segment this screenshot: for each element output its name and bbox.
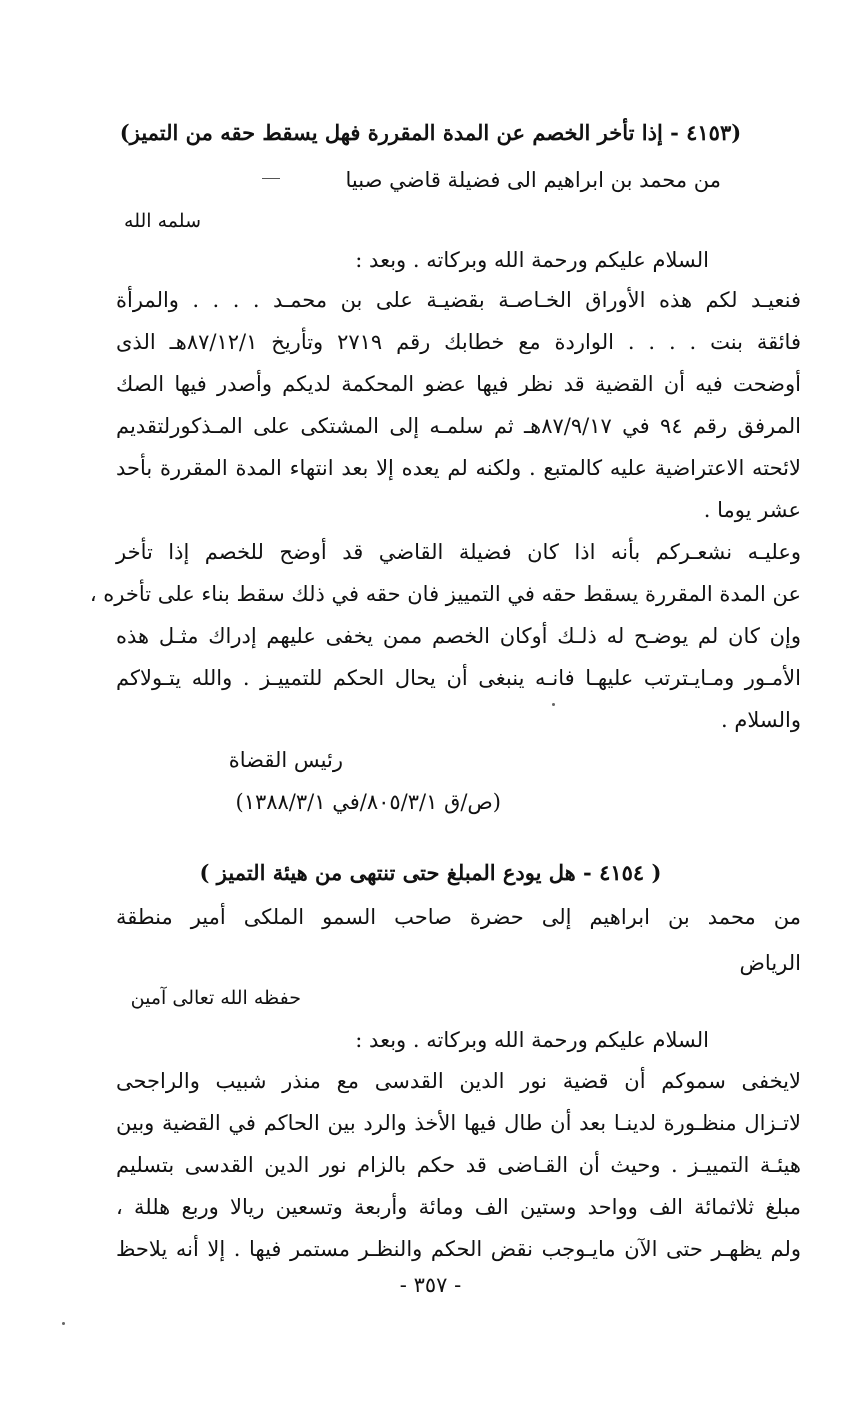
paragraph-line: فائقة بنت . . . . الواردة مع خطابك رقم ٢٧١٩ وتأريخ ٨٧/١٢/١هـ الذى: [116, 330, 801, 354]
paragraph-line: مبلغ ثلاثمائة الف وواحد وستين الف ومائة وأربعة وتسعين ريالا وربع هللة ،: [116, 1195, 801, 1219]
signature: رئيس القضاة: [228, 748, 343, 772]
scan-speck: [552, 703, 555, 706]
sender-line-continued: الرياض: [739, 951, 801, 975]
decorative-dash: [262, 178, 280, 179]
paragraph-line: لايخفى سموكم أن قضية نور الدين القدسى مع منذر شبيب والراجحى: [116, 1069, 801, 1093]
paragraph-line: عشر يوما .: [703, 498, 801, 522]
paragraph-line: وإن كان لم يوضـح له ذلـك أوكان الخصم ممن يخفى عليهم إدراك مثـل هذه: [116, 624, 801, 648]
paragraph-line: والسلام .: [721, 708, 801, 732]
paragraph-line: ولم يظهـر حتى الآن مايـوجب نقض الحكم والنظـر مستمر فيها . إلا أنه يلاحظ: [116, 1237, 801, 1261]
paragraph-line: أوضحت فيه أن القضية قد نظر فيها عضو المحكمة لديكم وأصدر فيها الصك: [116, 372, 801, 396]
greeting: السلام عليكم ورحمة الله وبركاته . وبعد :: [355, 1028, 709, 1052]
paragraph-line: فنعيـد لكم هذه الأوراق الخـاصـة بقضيـة على بن محمـد . . . . والمرأة: [116, 288, 801, 312]
section-heading-4153: (٤١٥٣ - إذا تأخر الخصم عن المدة المقررة فهل يسقط حقه من التميز): [119, 120, 742, 145]
greeting: السلام عليكم ورحمة الله وبركاته . وبعد :: [355, 248, 709, 272]
reference-number: (ص/ق ٨٠٥/٣/١/في ١٣٨٨/٣/١): [235, 790, 501, 814]
page-number: - ٣٥٧ -: [399, 1273, 462, 1297]
paragraph-line: عن المدة المقررة يسقط حقه في التمييز فان حقه في ذلك سقط بناء على تأخره ،: [89, 582, 801, 606]
salutation-tail: سلمه الله: [124, 210, 201, 232]
sender-line: من محمد بن ابراهيم إلى حضرة صاحب السمو الملكى أمير منطقة: [116, 905, 801, 929]
paragraph-line: الأمـور ومـايـترتب عليهـا فانـه ينبغى أن يحال الحكم للتمييـز . والله يتـولاكم: [116, 666, 801, 690]
sender-line: من محمد بن ابراهيم الى فضيلة قاضي صبيا: [345, 168, 721, 192]
paragraph-line: المرفق رقم ٩٤ في ٨٧/٩/١٧هـ ثم سلمـه إلى المشتكى على المـذكورلتقديم: [116, 414, 801, 438]
section-heading-4154: ( ٤١٥٤ - هل يودع المبلغ حتى تنتهى من هيئة التميز ): [199, 860, 662, 885]
paragraph-line: هيئـة التمييـز . وحيث أن القـاضى قد حكم بالزام نور الدين القدسى بتسليم: [116, 1153, 801, 1177]
paragraph-line: وعليـه نشعـركم بأنه اذا كان فضيلة القاضي قد أوضح للخصم إذا تأخر: [116, 540, 801, 564]
paragraph-line: لائحته الاعتراضية عليه كالمتبع . ولكنه لم يعده إلا بعد انتهاء المدة المقررة بأحد: [116, 456, 801, 480]
salutation-tail: حفظه الله تعالى آمين: [130, 987, 301, 1009]
paragraph-line: لاتـزال منظـورة لدينـا بعد أن طال فيها الأخذ والرد بين الحاكم في القضية وبين: [116, 1111, 801, 1135]
scan-speck: [62, 1322, 65, 1325]
